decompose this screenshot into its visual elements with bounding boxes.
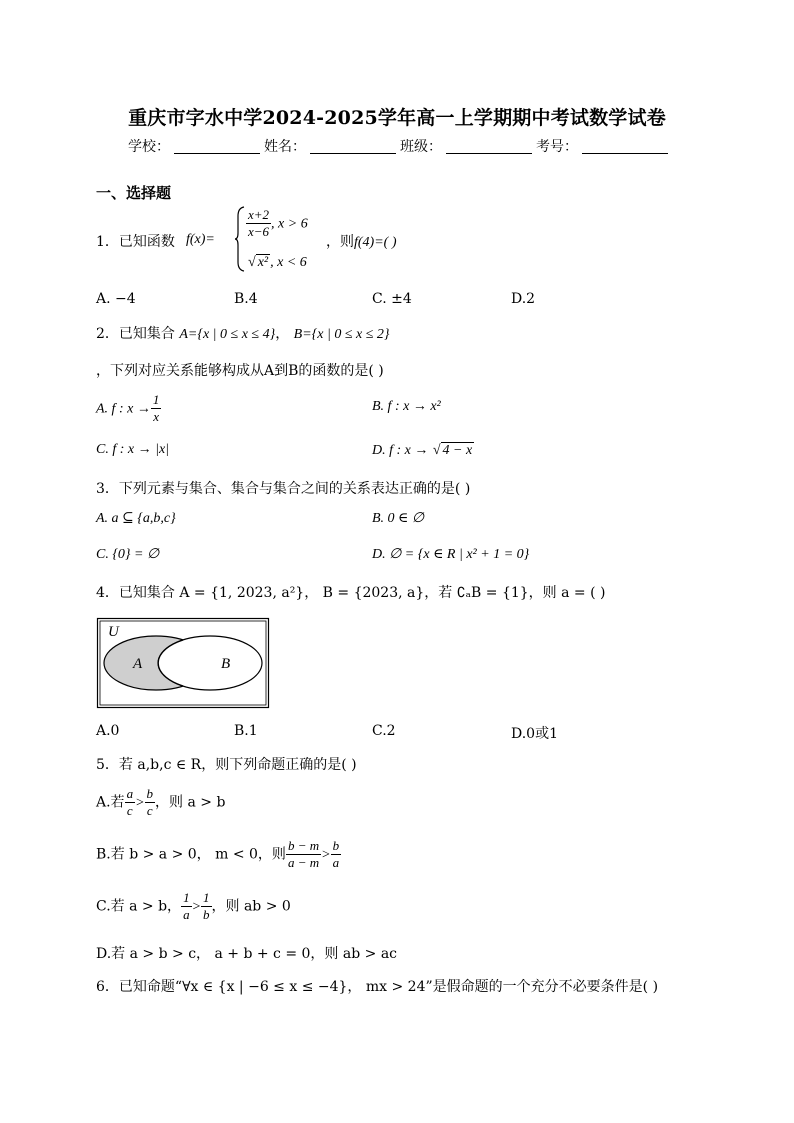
class-label: 班级： <box>400 139 442 155</box>
q3-option-a: A. a ⊆ {a,b,c} <box>96 511 176 526</box>
q1-f-left: f(x)= <box>186 232 215 247</box>
venn-label-u: U <box>108 624 119 640</box>
venn-label-a: A <box>133 656 143 672</box>
name-label: 姓名： <box>264 139 306 155</box>
q5-option-d: D.若 a > b > c， a + b + c = 0，则 ab > ac <box>96 946 398 962</box>
q2-stem: 2．已知集合 A={x | 0 ≤ x ≤ 4}， B={x | 0 ≤ x ≤ 2} <box>96 326 390 342</box>
q3-option-b: B. 0 ∈ ∅ <box>372 511 425 526</box>
q2-option-a: A. f : x → $\frac{1}{x}$ <box>96 392 160 424</box>
q4-option-c: C.2 <box>372 723 396 739</box>
q5-option-b: B.若 b > a > 0， m < 0，则 $\frac{b - m}{a - m}$ > $\frac{b}{a}$ <box>96 838 340 870</box>
q3-stem: 3．下列元素与集合、集合与集合之间的关系表达正确的是( ) <box>96 481 471 497</box>
q2-option-c: C. f : x → |x| <box>96 442 170 457</box>
q1-brace-icon <box>234 206 246 272</box>
student-info-line <box>128 136 672 156</box>
q1-tail: ，则f(4)=( ) <box>326 234 397 250</box>
q3-option-d: D. ∅ = {x ∈ R | x² + 1 = 0} <box>372 547 530 562</box>
name-blank <box>310 138 396 154</box>
q4-option-a: A.0 <box>96 723 120 739</box>
q4-venn-diagram <box>96 617 270 709</box>
q1-case2: √ x² , x < 6 <box>248 255 307 270</box>
section-heading: 一、选择题 <box>96 184 172 202</box>
number-label: 考号： <box>536 139 578 155</box>
q6-stem: 6．已知命题“∀x ∈ {x | −6 ≤ x ≤ −4}， mx > 24”是假命题的一个充分不必要条件是( ) <box>96 979 659 995</box>
q4-stem: 4．已知集合 A = {1, 2023, a²}， B = {2023, a}，若 ∁ₐB = {1}，则 a = ( ) <box>96 585 606 601</box>
q5-option-c: C.若 a > b， $\frac{1}{a}$ > $\frac{1}{b}$ ，则 ab > 0 <box>96 890 291 922</box>
q1-option-c: C. ±4 <box>372 291 412 307</box>
q2-option-b: B. f : x → x² <box>372 399 441 414</box>
venn-label-b: B <box>221 656 231 672</box>
school-label: 学校： <box>128 139 170 155</box>
q4-option-b: B.1 <box>234 723 258 739</box>
q1-stem: 1．已知函数 <box>96 234 175 250</box>
q4-option-d: D.0或1 <box>511 726 558 742</box>
q3-option-c: C. {0} = ∅ <box>96 547 160 562</box>
q5-option-a: A.若 $\frac{a}{c}$ > $\frac{b}{c}$ ，则 a > b <box>96 786 226 818</box>
page-title: 重庆市字水中学2024-2025学年高一上学期期中考试数学试卷 <box>128 107 666 129</box>
school-blank <box>174 138 260 154</box>
q1-option-b: B.4 <box>234 291 258 307</box>
q2-line2: ，下列对应关系能够构成从A到B的函数的是( ) <box>96 363 384 379</box>
q1-case1: $\frac{x+2}{x-6}$ , x > 6 <box>248 207 308 239</box>
class-blank <box>446 138 532 154</box>
q1-option-a: A. −4 <box>96 291 136 307</box>
q1-option-d: D.2 <box>511 291 536 307</box>
number-blank <box>582 138 668 154</box>
q2-option-d: D. f : x → √ 4 − x <box>372 443 473 458</box>
q5-stem: 5．若 a,b,c ∈ R，则下列命题正确的是( ) <box>96 757 357 773</box>
